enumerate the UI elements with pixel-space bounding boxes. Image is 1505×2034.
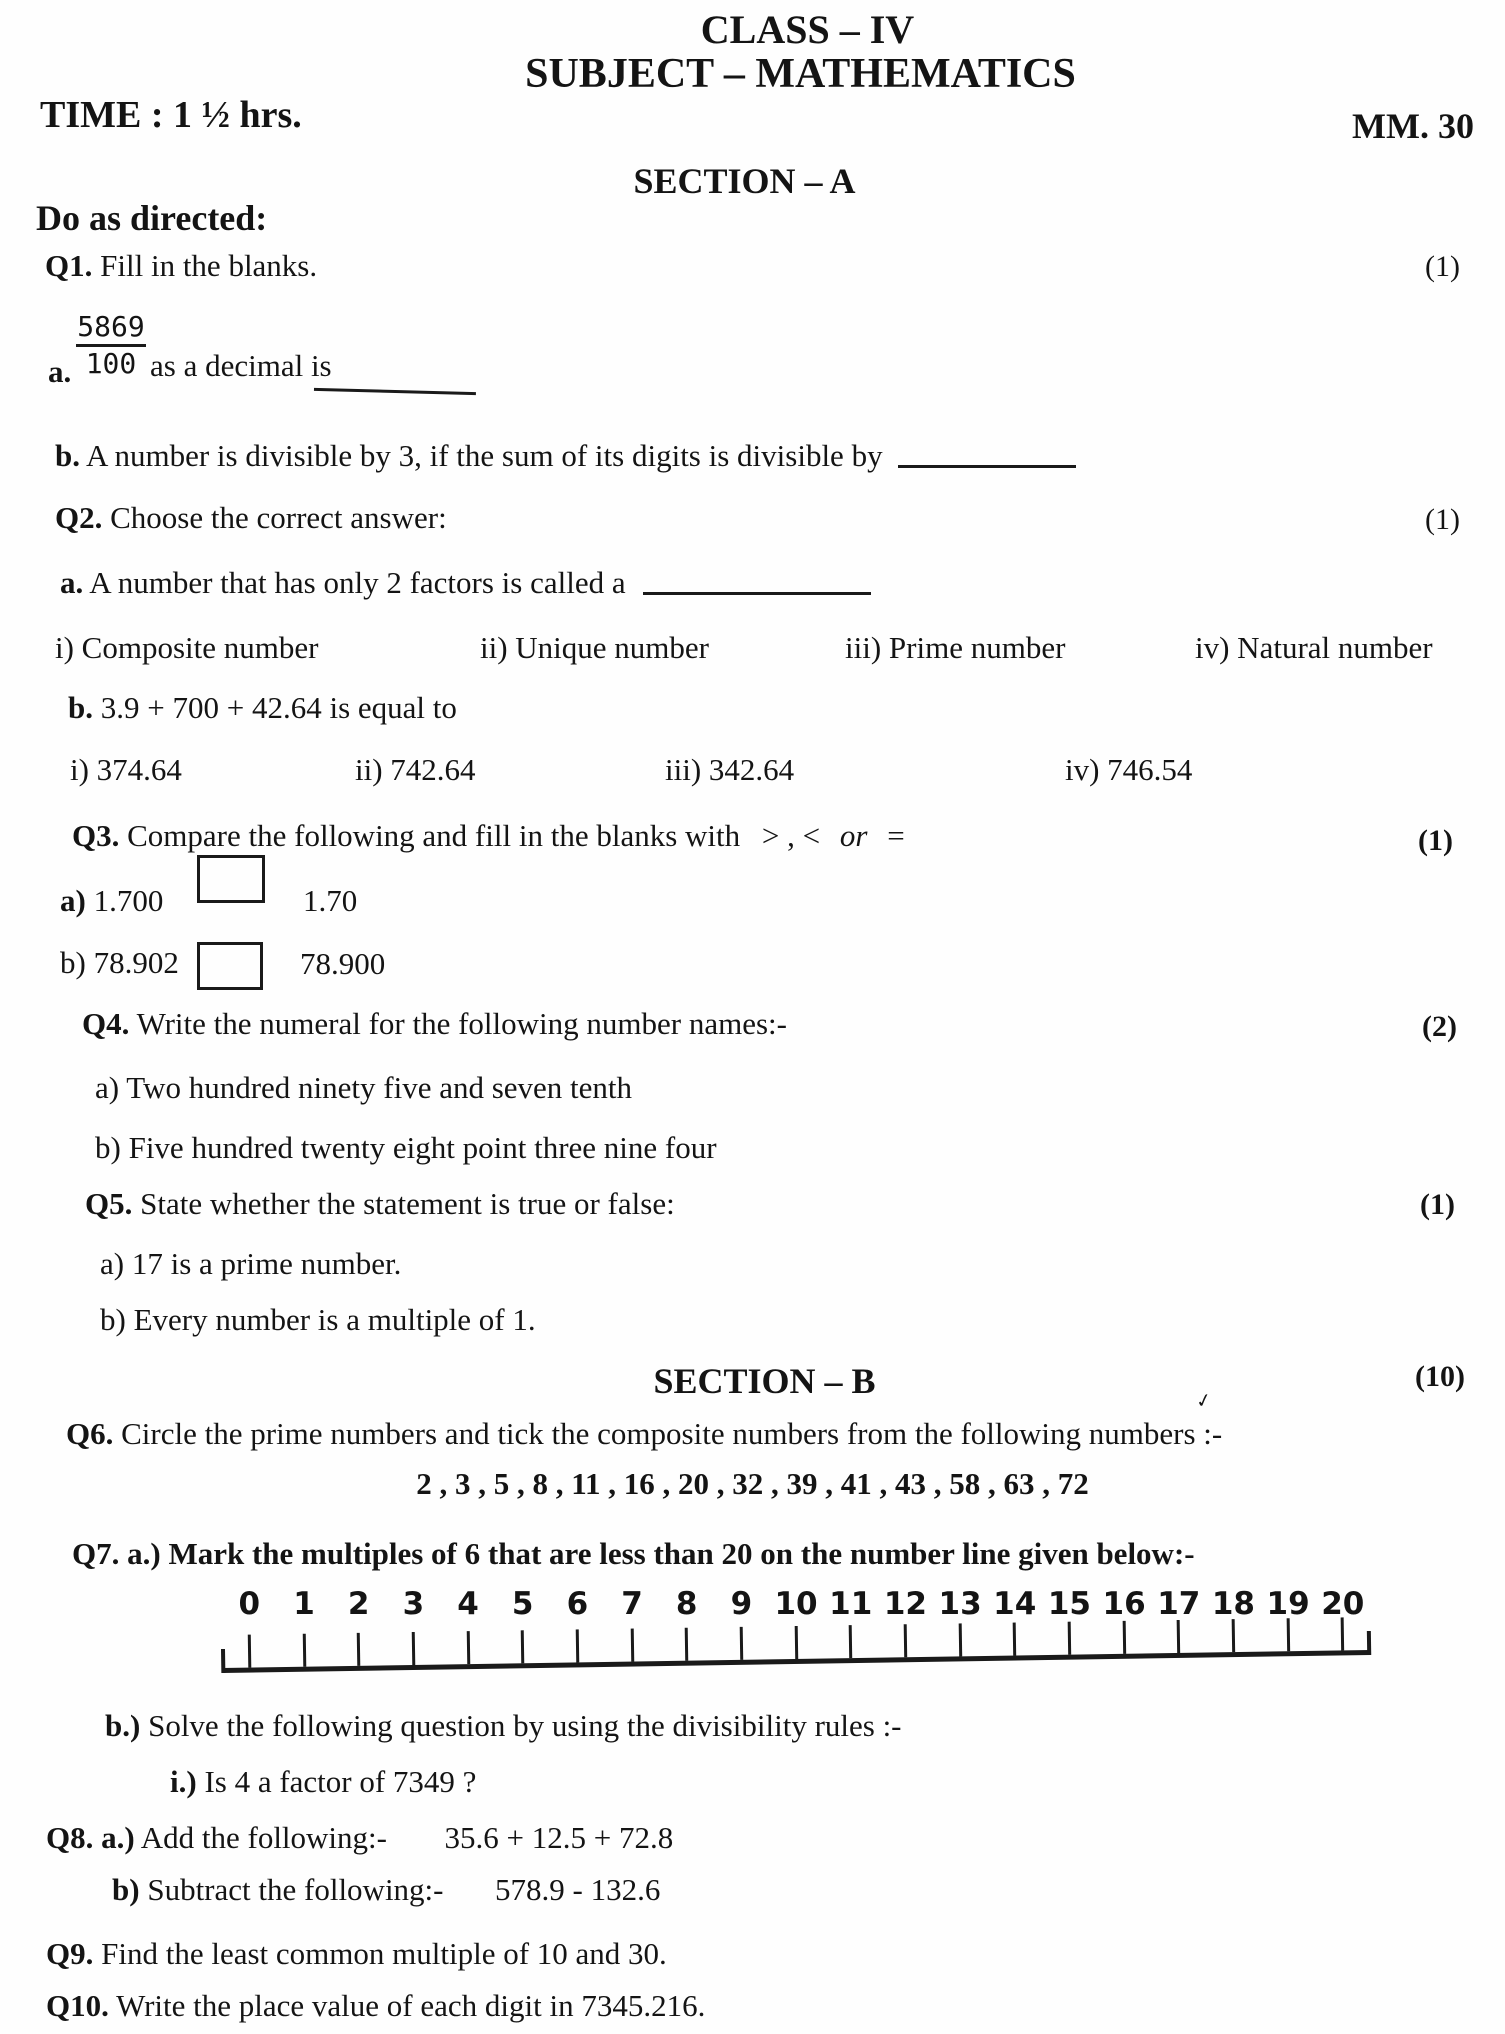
number-line-label: 19 (1266, 1586, 1310, 1622)
number-line-label: 18 (1211, 1586, 1255, 1622)
question-8a-text: Add the following:- (140, 1820, 387, 1855)
option-2a-ii: ii) Unique number (480, 630, 710, 665)
question-9 (46, 1936, 667, 1972)
number-line-label: 6 (566, 1586, 589, 1622)
number-line-label: 5 (511, 1586, 534, 1622)
option-2a-i: i) Composite number (55, 630, 319, 665)
number-line-label: 17 (1157, 1586, 1201, 1622)
number-line-tick (1042, 1621, 1097, 1655)
number-line-label: 0 (238, 1586, 261, 1622)
question-4a (95, 1070, 632, 1106)
fraction-numerator: 5869 (77, 310, 145, 343)
question-6-label: Q6. (66, 1416, 114, 1451)
option-2a-iii: iii) Prime number (845, 630, 1066, 665)
question-3a-left-value: 1.700 (93, 883, 164, 918)
option-2a-iv: iv) Natural number (1195, 630, 1433, 665)
answer-blank-2a (643, 588, 871, 595)
question-4 (82, 1006, 787, 1042)
number-line-tick (987, 1622, 1042, 1656)
question-7b-i (170, 1764, 476, 1800)
number-line-label: 2 (347, 1586, 370, 1622)
number-line-label: 13 (938, 1586, 982, 1622)
number-line-tick (222, 1634, 277, 1668)
question-2-text: Choose the correct answer: (110, 500, 447, 535)
number-line-tick (495, 1630, 550, 1664)
question-1b-text: A number is divisible by 3, if the sum of its digits is divisible by (86, 438, 883, 473)
question-1 (45, 248, 317, 284)
number-line-tick (550, 1629, 605, 1663)
question-4b (95, 1130, 717, 1166)
question-8a-expression: 35.6 + 12.5 + 72.8 (444, 1820, 674, 1855)
number-line-label: 10 (774, 1586, 818, 1622)
question-2a-text: A number that has only 2 factors is called a (89, 565, 626, 600)
subject-title-text: SUBJECT – MATHEMATICS (525, 51, 1076, 97)
number-line-label: 11 (829, 1586, 873, 1622)
option-2b-ii: ii) 742.64 (355, 752, 476, 787)
option-2b-i: i) 374.64 (70, 752, 182, 787)
question-1a-label: a. (48, 354, 72, 389)
number-line-tick (604, 1628, 659, 1662)
question-5b-label: b) (100, 1302, 126, 1337)
option-2b-iii: iii) 342.64 (665, 752, 795, 787)
question-7b-text: Solve the following question by using the divisibility rules :- (148, 1708, 902, 1743)
question-3-marks: (1) (1418, 824, 1453, 857)
question-3b (60, 945, 179, 981)
question-3b-row (0, 928, 1505, 1003)
answer-box-3a (197, 855, 265, 903)
number-line-tick (932, 1623, 987, 1657)
number-line-label: 14 (993, 1586, 1037, 1622)
number-line-label: 16 (1102, 1586, 1146, 1622)
question-4b-label: b) (95, 1130, 121, 1165)
question-5a (100, 1246, 401, 1282)
question-4-label: Q4. (82, 1006, 130, 1041)
section-b-heading (0, 1360, 1505, 1402)
question-6-text: Circle the prime numbers and tick the composite numbers from the following numbers :- (121, 1416, 1223, 1451)
number-line-label: 9 (730, 1586, 753, 1622)
question-4-marks: (2) (1422, 1010, 1457, 1043)
number-line-tick (276, 1633, 331, 1667)
answer-blank-1a (314, 384, 476, 395)
number-line-tick (659, 1627, 714, 1661)
question-7-label: Q7. a.) (72, 1536, 161, 1571)
fraction-5869-100 (76, 312, 146, 380)
section-b-marks: (10) (1415, 1360, 1465, 1393)
fraction-denominator: 100 (85, 346, 137, 380)
question-10 (46, 1988, 705, 2024)
subject-title (0, 50, 1505, 98)
question-7 (72, 1536, 1195, 1572)
question-8a-label: Q8. a.) (46, 1820, 135, 1855)
question-4b-text: Five hundred twenty eight point three nine four (128, 1130, 717, 1165)
number-line-tick (878, 1624, 933, 1658)
question-5a-text: 17 is a prime number. (131, 1246, 402, 1281)
number-line (222, 1586, 1370, 1664)
question-5b (100, 1302, 536, 1338)
number-line-tick (1260, 1618, 1315, 1652)
question-3a-row (0, 855, 1505, 925)
question-6-numbers: 2 , 3 , 5 , 8 , 11 , 16 , 20 , 32 , 39 , 41 , 43 , 58 , 63 , 72 (416, 1466, 1089, 1501)
section-a-heading-text: SECTION – A (633, 161, 856, 201)
question-3 (72, 818, 905, 854)
question-1a-text: as a decimal is (150, 348, 332, 383)
number-line-tick (331, 1632, 386, 1666)
number-line-label: 3 (402, 1586, 425, 1622)
question-3-text: Compare the following and fill in the blanks with (127, 818, 741, 853)
number-line-tick (714, 1626, 769, 1660)
question-10-text: Write the place value of each digit in 7345.216. (116, 1988, 706, 2023)
question-5-label: Q5. (85, 1186, 133, 1221)
question-8b-expression: 578.9 - 132.6 (495, 1872, 661, 1907)
question-2b (68, 690, 457, 726)
section-a-heading (0, 160, 1505, 202)
number-line-tick (1206, 1619, 1261, 1653)
question-3-label: Q3. (72, 818, 120, 853)
question-7b-label: b.) (105, 1708, 141, 1743)
question-2a (60, 565, 871, 601)
question-7-text: Mark the multiples of 6 that are less than 20 on the number line given below:- (168, 1536, 1195, 1571)
number-line-tick (440, 1631, 495, 1665)
question-9-text: Find the least common multiple of 10 and 30. (101, 1936, 667, 1971)
number-line-label: 12 (883, 1586, 927, 1622)
number-line-label: 20 (1321, 1586, 1365, 1622)
question-1a (48, 310, 648, 406)
question-3a (60, 883, 163, 919)
section-b-heading-text: SECTION – B (653, 1361, 876, 1401)
question-4-text: Write the numeral for the following number names:- (136, 1006, 787, 1041)
number-line-tick (1315, 1617, 1370, 1651)
question-1-text: Fill in the blanks. (100, 248, 318, 283)
number-line-numbers (222, 1586, 1370, 1622)
question-2 (55, 500, 447, 536)
number-line-tick (386, 1632, 441, 1666)
class-title-text: CLASS – IV (700, 7, 915, 52)
question-3-symbols: > , < (761, 818, 821, 853)
number-line-label: 15 (1047, 1586, 1091, 1622)
number-line-ruler (222, 1617, 1370, 1673)
question-3-or: or (839, 818, 868, 853)
question-4a-label: a) (95, 1070, 120, 1105)
number-line-tick (1151, 1620, 1206, 1654)
question-8b-label: b) (112, 1872, 140, 1907)
question-1-label: Q1. (45, 248, 93, 283)
directions: Do as directed: (36, 198, 268, 238)
number-line-label: 4 (457, 1586, 479, 1622)
time-allowed: TIME : 1 ½ hrs. (40, 94, 302, 136)
question-5 (85, 1186, 675, 1222)
question-3a-right-value: 1.70 (303, 883, 358, 918)
question-7b (105, 1708, 902, 1744)
question-4a-text: Two hundred ninety five and seven tenth (126, 1070, 633, 1105)
question-6 (66, 1416, 1222, 1452)
question-2b-label: b. (68, 690, 93, 725)
question-3b-left-value: 78.902 (93, 945, 179, 980)
question-5b-text: Every number is a multiple of 1. (133, 1302, 536, 1337)
number-line-label: 1 (293, 1586, 315, 1622)
number-line-tick (1096, 1620, 1151, 1654)
question-2-marks: (1) (1425, 503, 1460, 536)
question-9-label: Q9. (46, 1936, 94, 1971)
number-line-tick (823, 1625, 878, 1659)
number-line-label: 7 (621, 1586, 643, 1622)
answer-box-3b (197, 942, 263, 990)
question-5a-label: a) (100, 1246, 125, 1281)
option-2b-iv: iv) 746.54 (1065, 752, 1193, 787)
question-2a-label: a. (60, 565, 84, 600)
question-3b-label: b) (60, 945, 86, 980)
question-3b-right-value: 78.900 (300, 946, 386, 981)
class-title (0, 6, 1505, 53)
question-8b (112, 1872, 660, 1908)
stray-tick-mark: ✓ (1193, 1389, 1214, 1414)
question-5-marks: (1) (1420, 1188, 1455, 1221)
question-8b-text: Subtract the following:- (147, 1872, 444, 1907)
question-1b (55, 438, 1076, 474)
question-1-marks: (1) (1425, 250, 1460, 283)
number-line-tick (768, 1626, 823, 1660)
answer-blank-1b (898, 461, 1076, 468)
question-1b-label: b. (55, 438, 80, 473)
question-10-label: Q10. (46, 1988, 109, 2023)
question-5-text: State whether the statement is true or false: (140, 1186, 675, 1221)
question-8a (46, 1820, 673, 1856)
question-7b-i-text: Is 4 a factor of 7349 ? (204, 1764, 477, 1799)
number-line-label: 8 (675, 1586, 698, 1622)
max-marks: MM. 30 (1352, 106, 1474, 146)
question-3-equals: = (887, 818, 905, 853)
question-3a-label: a) (60, 883, 86, 918)
question-7b-i-label: i.) (170, 1764, 197, 1799)
question-2-label: Q2. (55, 500, 103, 535)
question-2b-text: 3.9 + 700 + 42.64 is equal to (100, 690, 457, 725)
